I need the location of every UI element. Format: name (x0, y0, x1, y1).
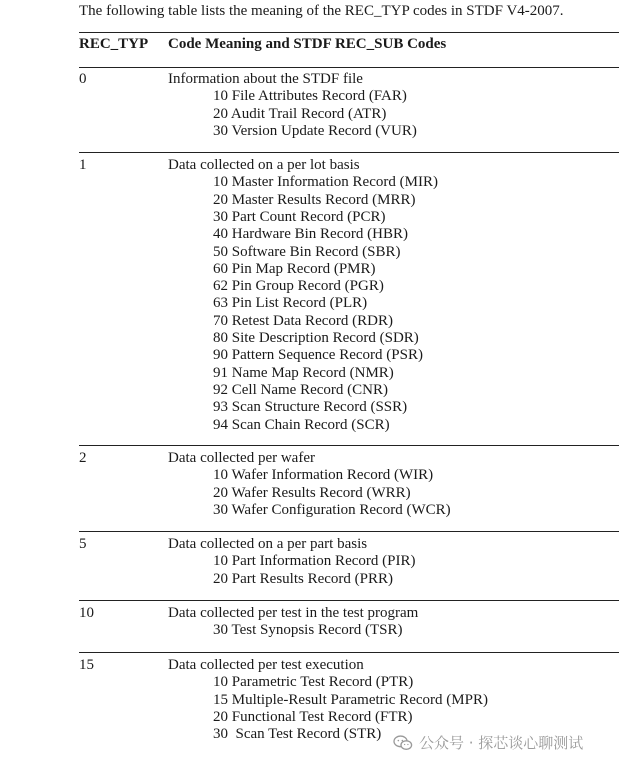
rec-sub-item: 15 Multiple-Result Parametric Record (MPR) (213, 691, 488, 708)
code-meaning: Data collected per test in the test program (168, 605, 419, 621)
rec-typ-code: 2 (79, 450, 87, 466)
rec-typ-code: 15 (79, 657, 94, 673)
code-meaning: Information about the STDF file (168, 71, 363, 87)
rec-sub-item: 80 Site Description Record (SDR) (213, 330, 419, 346)
row-divider (79, 152, 619, 153)
row-divider (79, 600, 619, 601)
header-rule (79, 67, 619, 68)
rec-sub-item: 40 Hardware Bin Record (HBR) (213, 226, 408, 243)
rec-sub-item: 30 Test Synopsis Record (TSR) (213, 622, 403, 639)
row-divider (79, 445, 619, 446)
rec-typ-code: 0 (79, 71, 87, 87)
rec-sub-item: 20 Wafer Results Record (WRR) (213, 484, 411, 501)
rec-sub-item: 93 Scan Structure Record (SSR) (213, 399, 408, 416)
rec-sub-item: 20 Audit Trail Record (ATR) (213, 105, 387, 122)
row-divider (79, 652, 619, 653)
code-meaning: Data collected per test execution (168, 657, 364, 673)
rec-sub-item: 30 Part Count Record (PCR) (213, 208, 386, 225)
rec-sub-item: 91 Name Map Record (NMR) (213, 364, 394, 381)
column-header-code-meaning: Code Meaning and STDF REC_SUB Codes (168, 36, 447, 52)
intro-text: The following table lists the meaning of the REC_TYP codes in STDF V4-2007. (79, 3, 564, 19)
rec-sub-item: 92 Cell Name Record (CNR) (213, 381, 388, 398)
row-divider (79, 531, 619, 532)
rec-sub-item: 30 Wafer Configuration Record (WCR) (213, 501, 451, 518)
code-meaning: Data collected per wafer (168, 450, 315, 466)
rec-sub-item: 10 Wafer Information Record (WIR) (213, 467, 434, 484)
rec-sub-item: 60 Pin Map Record (PMR) (213, 260, 376, 277)
rec-sub-item: 90 Pattern Sequence Record (PSR) (213, 347, 423, 364)
rec-sub-item: 94 Scan Chain Record (SCR) (213, 416, 390, 433)
rec-sub-item: 10 Parametric Test Record (PTR) (213, 674, 414, 691)
rec-typ-code: 1 (79, 157, 87, 173)
rec-typ-code: 5 (79, 536, 87, 552)
rec-typ-code: 10 (79, 605, 94, 621)
rec-sub-item: 20 Master Results Record (MRR) (213, 191, 416, 208)
rec-sub-item: 10 File Attributes Record (FAR) (213, 88, 407, 105)
rec-sub-item: 30 Scan Test Record (STR) (213, 726, 382, 743)
rec-sub-item: 63 Pin List Record (PLR) (213, 295, 368, 312)
wechat-icon (393, 734, 413, 752)
code-meaning: Data collected on a per part basis (168, 536, 368, 552)
code-meaning: Data collected on a per lot basis (168, 157, 360, 173)
watermark-text: 公众号 · 探芯谈心聊测试 (419, 734, 584, 752)
rec-sub-item: 20 Functional Test Record (FTR) (213, 708, 413, 725)
column-header-rec-typ: REC_TYP (79, 36, 149, 52)
rec-sub-item: 50 Software Bin Record (SBR) (213, 243, 401, 260)
rec-sub-item: 10 Part Information Record (PIR) (213, 553, 416, 570)
rec-sub-item: 70 Retest Data Record (RDR) (213, 312, 393, 329)
rec-sub-item: 30 Version Update Record (VUR) (213, 122, 417, 139)
watermark (393, 732, 583, 753)
rec-sub-item: 20 Part Results Record (PRR) (213, 570, 393, 587)
table-top-rule (79, 32, 619, 33)
rec-sub-item: 62 Pin Group Record (PGR) (213, 278, 384, 295)
rec-sub-item: 10 Master Information Record (MIR) (213, 174, 438, 191)
